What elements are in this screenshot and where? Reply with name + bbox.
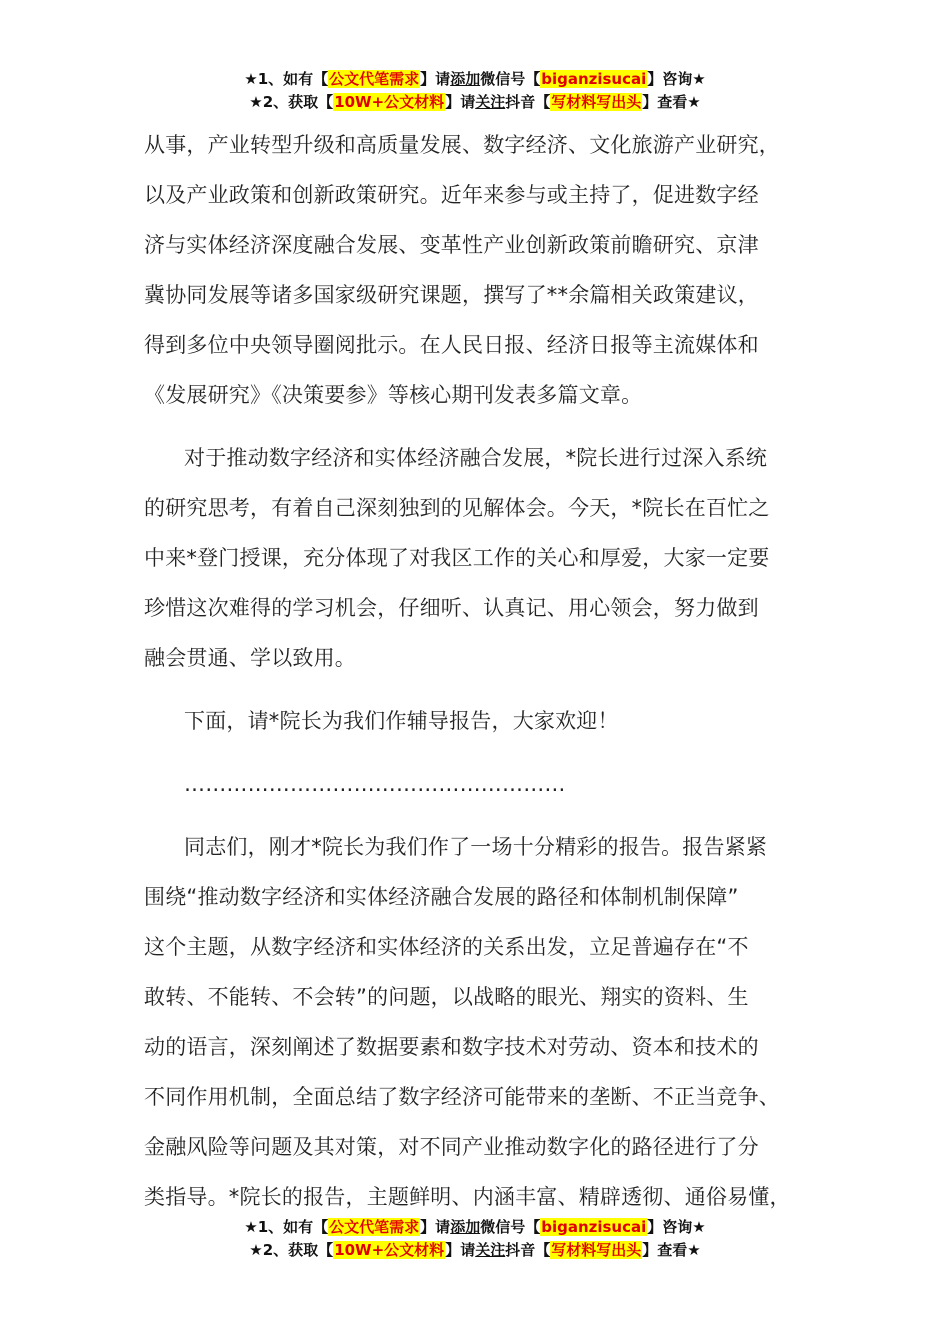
text-line: 珍惜这次难得的学习机会，仔细听、认真记、用心领会，努力做到 [144,596,759,620]
highlight-wechat-id: biganzisucai [541,1218,647,1236]
text-line: 济与实体经济深度融合发展、变革性产业创新政策前瞻研究、京津 [144,233,759,257]
banner-underlined: 添加 [450,70,481,88]
text-line: 围绕“推动数字经济和实体经济融合发展的路径和体制机制保障” [144,885,739,909]
banner-text: 1、如有【 [257,1218,329,1236]
banner-text: 】查看★ [642,1241,701,1259]
banner-text: 】请 [420,70,451,88]
text-line: 冀协同发展等诸多国家级研究课题，撰写了**余篇相关政策建议， [144,283,759,307]
text-line: 类指导。*院长的报告，主题鲜明、内涵丰富、精辟透彻、通俗易懂， [144,1185,791,1209]
banner-line-2 [0,1239,950,1262]
banner-text: 抖音【 [505,93,551,111]
highlight-douyin: 写材料写出头 [551,1241,642,1259]
document-body [144,124,834,1226]
text-line: 这个主题，从数字经济和实体经济的关系出发，立足普遍存在“不 [144,935,749,959]
star-icon: ★ [249,93,263,111]
header-banner [0,68,950,114]
banner-text: 】咨询★ [647,70,706,88]
text-line: 以及产业政策和创新政策研究。近年来参与或主持了，促进数字经 [144,183,759,207]
text-line: 同志们，刚才*院长为我们作了一场十分精彩的报告。报告紧紧 [184,835,768,859]
text-line: 的研究思考，有着自己深刻独到的见解体会。今天，*院长在百忙之 [144,496,770,520]
text-line: 《发展研究》《决策要参》等核心期刊发表多篇文章。 [144,383,643,407]
banner-text: 2、获取【 [262,93,334,111]
text-line: 对于推动数字经济和实体经济融合发展，*院长进行过深入系统 [184,446,768,470]
banner-text: 】咨询★ [647,1218,706,1236]
banner-text: 微信号【 [480,1218,541,1236]
paragraph-2 [144,437,834,687]
banner-text: 】请 [420,1218,451,1236]
banner-text: 】查看★ [642,93,701,111]
paragraph-ellipsis [144,763,834,813]
banner-text: 】请 [445,93,476,111]
banner-line-1 [0,1216,950,1239]
text-line: 从事，产业转型升级和高质量发展、数字经济、文化旅游产业研究， [144,133,780,157]
highlight-wechat-id: biganzisucai [541,70,647,88]
text-line: 中来*登门授课，充分体现了对我区工作的关心和厚爱，大家一定要 [144,546,770,570]
paragraph-4 [144,826,834,1226]
star-icon: ★ [249,1241,263,1259]
banner-text: 抖音【 [505,1241,551,1259]
banner-underlined: 关注 [475,93,506,111]
footer-banner [0,1216,950,1262]
highlight-materials: 10W+公文材料 [334,93,445,111]
highlight-service: 公文代笔需求 [329,1218,420,1236]
text-line: 金融风险等问题及其对策，对不同产业推动数字化的路径进行了分 [144,1135,759,1159]
highlight-service: 公文代笔需求 [329,70,420,88]
text-line: 动的语言，深刻阐述了数据要素和数字技术对劳动、资本和技术的 [144,1035,759,1059]
banner-underlined: 关注 [475,1241,506,1259]
banner-line-1 [0,68,950,91]
paragraph-3 [144,700,834,750]
banner-underlined: 添加 [450,1218,481,1236]
banner-text: 2、获取【 [262,1241,334,1259]
star-icon: ★ [244,1218,258,1236]
banner-text: 1、如有【 [257,70,329,88]
highlight-douyin: 写材料写出头 [551,93,642,111]
text-line: 下面，请*院长为我们作辅导报告，大家欢迎！ [184,709,619,733]
text-line: 融会贯通、学以致用。 [144,646,356,670]
banner-line-2 [0,91,950,114]
star-icon: ★ [244,70,258,88]
ellipsis-separator: ……………………………………………… [184,772,566,796]
highlight-materials: 10W+公文材料 [334,1241,445,1259]
text-line: 得到多位中央领导圈阅批示。在人民日报、经济日报等主流媒体和 [144,333,759,357]
banner-text: 微信号【 [480,70,541,88]
paragraph-1 [144,124,834,424]
text-line: 敢转、不能转、不会转”的问题，以战略的眼光、翔实的资料、生 [144,985,749,1009]
text-line: 不同作用机制，全面总结了数字经济可能带来的垄断、不正当竞争、 [144,1085,780,1109]
banner-text: 】请 [445,1241,476,1259]
